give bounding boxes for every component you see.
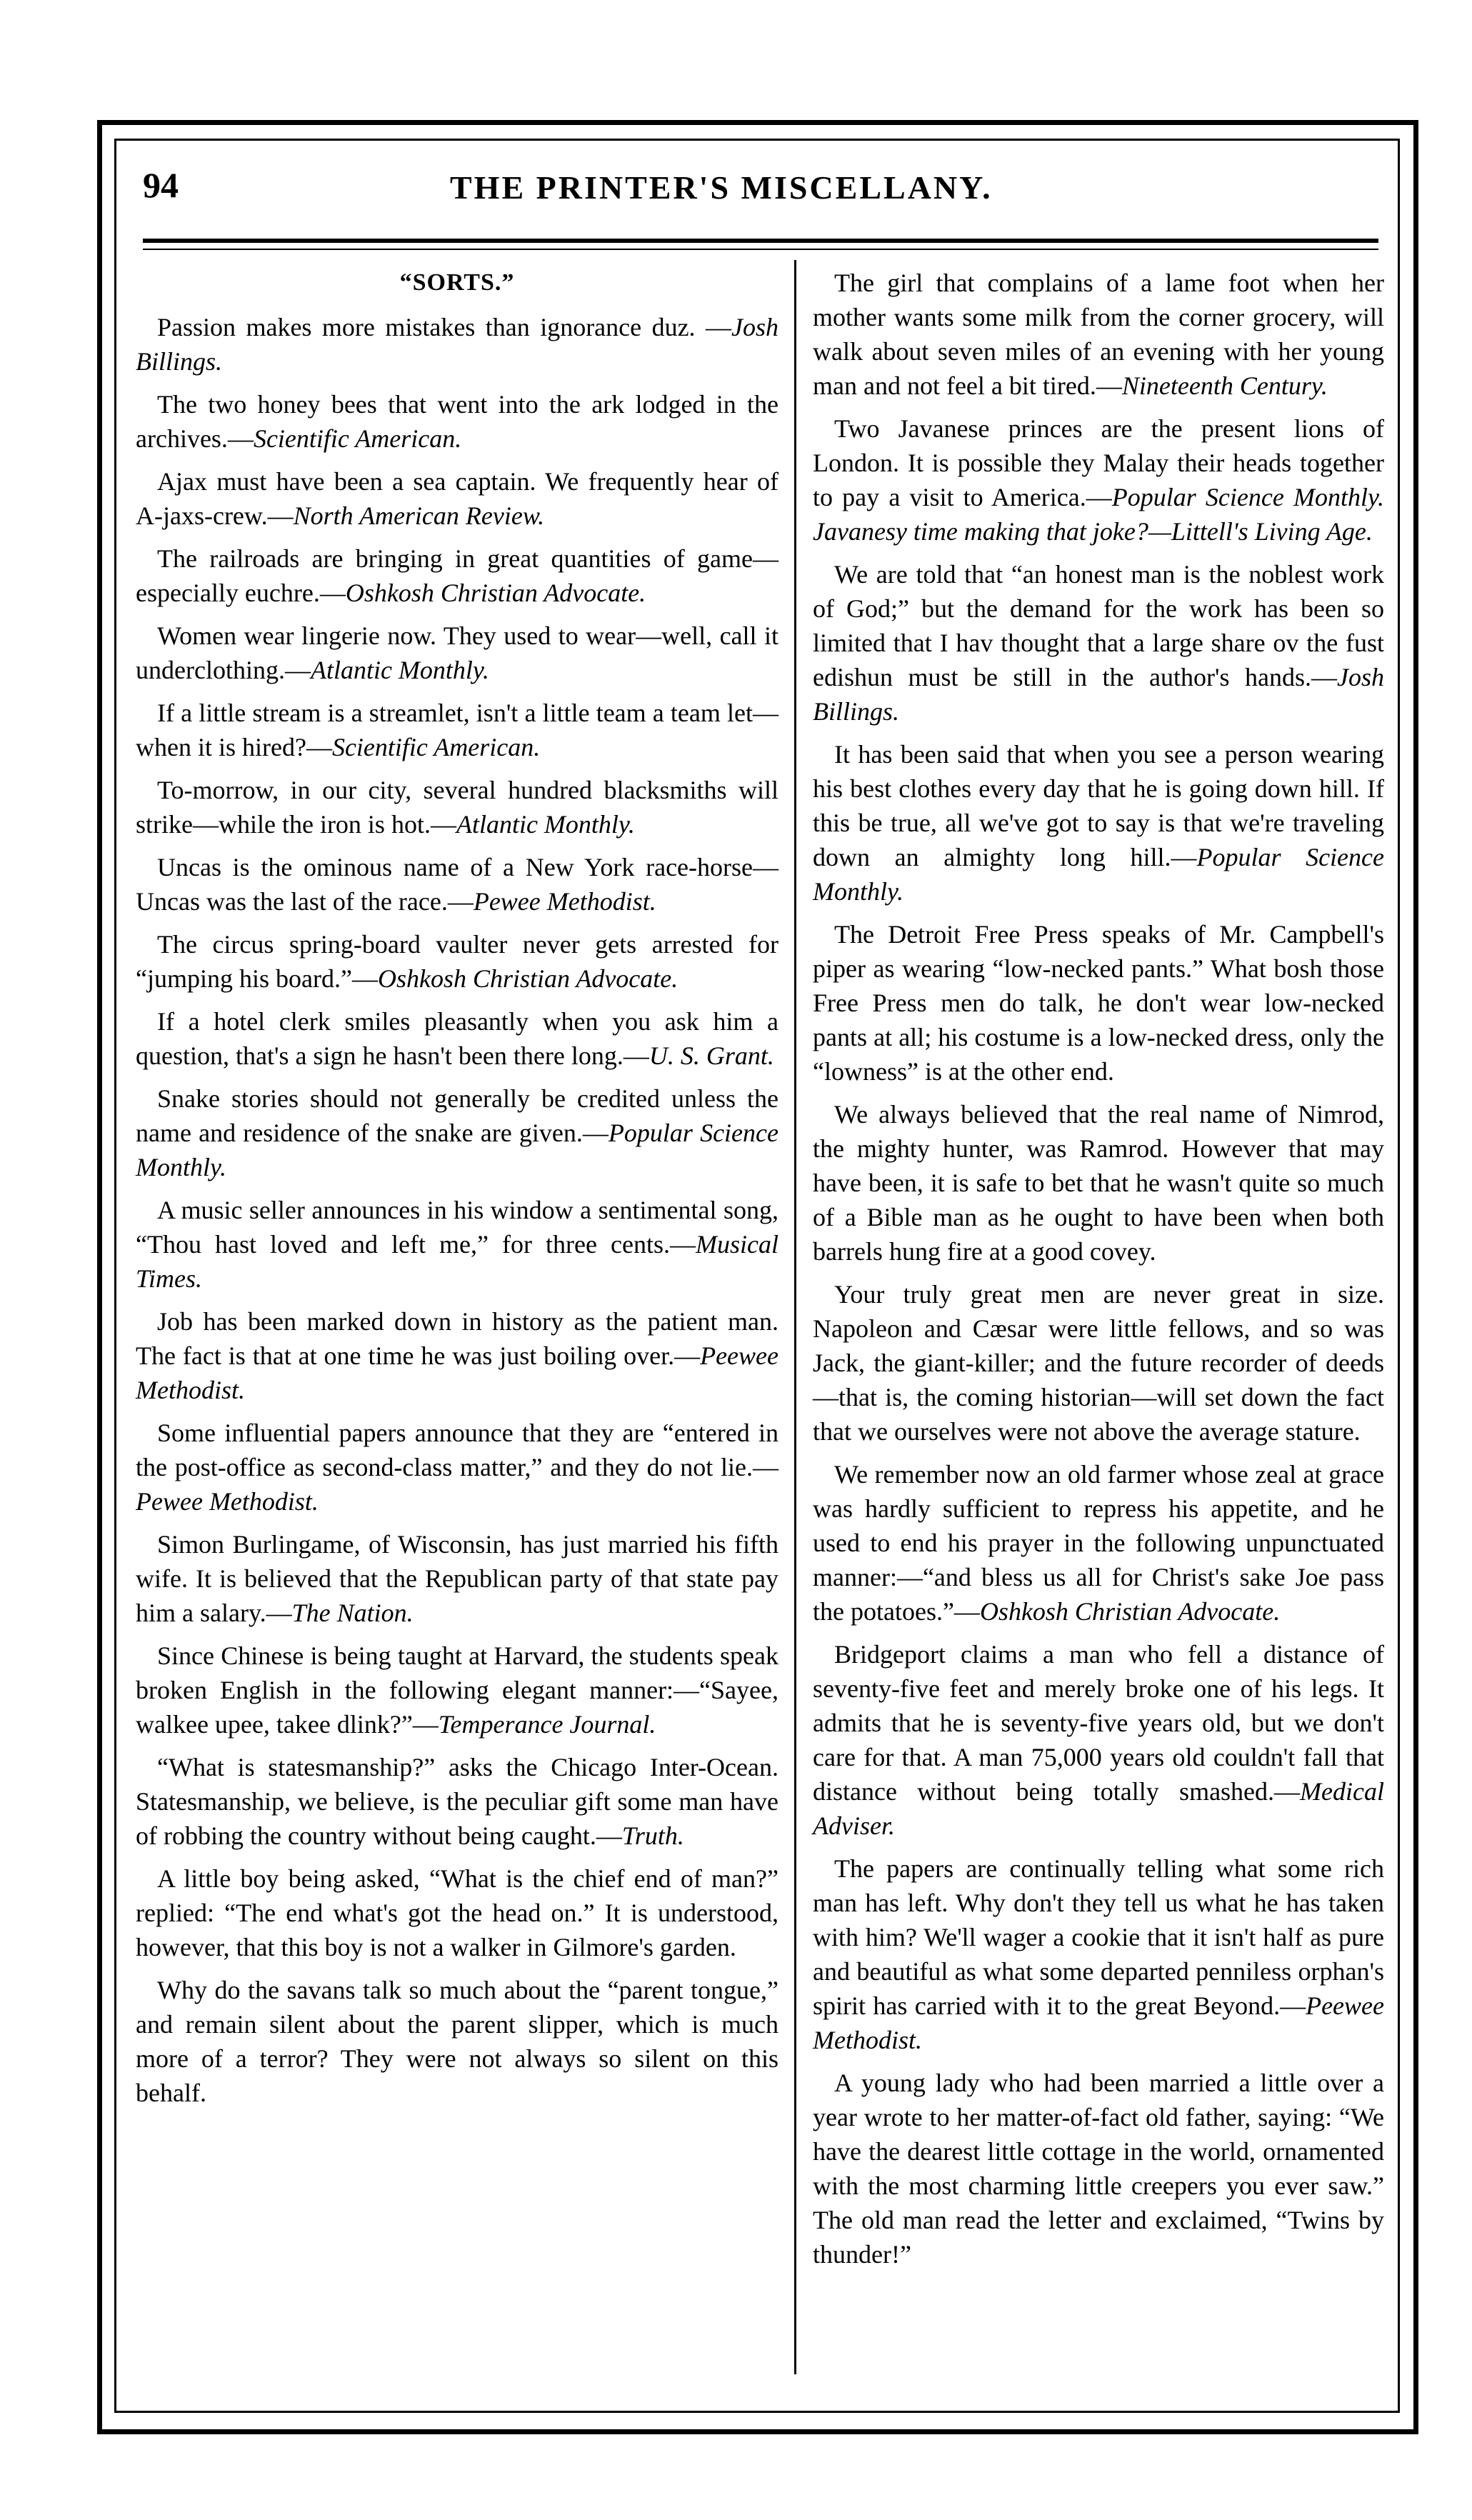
paragraph-text: The railroads are bringing in great quantities of game—especially euchre.—: [136, 544, 778, 607]
paragraph-item: [813, 1637, 1384, 1843]
paragraph-text: Women wear lingerie now. They used to wear—well, call it underclothing.—: [136, 621, 778, 684]
paragraph-item: [136, 1081, 778, 1184]
paragraph-item: [136, 1750, 778, 1853]
paragraph-text: The papers are continually telling what some rich man has left. Why don't they tell us what he has taken with him? We'll wager a cookie that it isn't half as pure and beautiful as what some departed penniless orphan's spirit has carried with it to the great Beyond.—: [813, 1854, 1384, 2020]
paragraph-text: The circus spring-board vaulter never gets arrested for “jumping his board.”—: [136, 930, 778, 993]
paragraph-text: The Detroit Free Press speaks of Mr. Campbell's piper as wearing “low-necked pants.” What bosh those Free Press men do talk, he don't wear low-necked pants at all; his costume is a low-necked dress, only the “lowness” is at the other end.: [813, 920, 1384, 1086]
paragraph-text: Snake stories should not generally be credited unless the name and residence of the snake are given.—: [136, 1084, 778, 1147]
paragraph-text: Bridgeport claims a man who fell a distance of seventy-five feet and merely broke one of his legs. It admits that he is seventy-five years old, but we don't care for that. A man 75,000 years old couldn't fall that distance without being totally smashed.—: [813, 1640, 1384, 1806]
paragraph-text: A little boy being asked, “What is the chief end of man?” replied: “The end what's got the head on.” It is understood, however, that this boy is not a walker in Gilmore's garden.: [136, 1864, 778, 1961]
paragraph-source: Medical Adviser.: [813, 1777, 1384, 1840]
paragraph-item: [813, 266, 1384, 403]
paragraph-item: [136, 310, 778, 379]
paragraph-item: [813, 1457, 1384, 1629]
running-title: THE PRINTER'S MISCELLANY.: [450, 169, 993, 206]
paragraph-source: Popular Science Monthly.: [813, 843, 1384, 906]
paragraph-item: [813, 557, 1384, 729]
header-rule-thick: [143, 239, 1378, 243]
paragraph-source: Nineteenth Century.: [1121, 371, 1328, 400]
paragraph-item: [136, 1973, 778, 2110]
paragraph-item: [813, 1277, 1384, 1449]
paragraph-text: We remember now an old farmer whose zeal at grace was hardly sufficient to repress his appetite, and he used to end his prayer in the following unpunctuated manner:—“and bless us all for Christ's sake Joe pass the potatoes.”—: [813, 1460, 1384, 1626]
paragraph-text: If a hotel clerk smiles pleasantly when you ask him a question, that's a sign he hasn't been there long.—: [136, 1007, 778, 1070]
page-number: 94: [143, 165, 179, 205]
paragraph-text: A music seller announces in his window a sentimental song, “Thou hast loved and left me,” for three cents.—: [136, 1196, 778, 1259]
paragraph-source: Oshkosh Christian Advocate.: [377, 964, 679, 993]
paragraph-source: Oshkosh Christian Advocate.: [345, 579, 646, 607]
paragraph-item: [136, 464, 778, 533]
paragraph-text: We are told that “an honest man is the noblest work of God;” but the demand for the work has been so limited that I hav thought that a large share ov the fust edishun must be still in the author's hands.—: [813, 560, 1384, 691]
paragraph-item: [136, 619, 778, 687]
paragraph-text: It has been said that when you see a person wearing his best clothes every day that he is going down hill. If this be true, all we've got to say is that we're traveling down an almighty long hill.—: [813, 740, 1384, 871]
paragraph-item: [813, 411, 1384, 549]
paragraph-source: Popular Science Monthly. Javanesy time making that joke?—Littell's Living Age.: [813, 483, 1385, 546]
paragraph-text: Two Javanese princes are the present lions of London. It is possible they Malay their heads together to pay a visit to America.—: [813, 414, 1384, 511]
paragraph-source: The Nation.: [291, 1599, 414, 1627]
paragraph-source: Scientific American.: [331, 733, 541, 761]
paragraph-item: [813, 917, 1384, 1089]
paragraph-text: Uncas is the ominous name of a New York race-horse—Uncas was the last of the race.—: [136, 853, 778, 916]
paragraph-item: [136, 1304, 778, 1407]
paragraph-text: The girl that complains of a lame foot when her mother wants some milk from the corner grocery, will walk about seven miles of an evening with her young man and not feel a bit tired.—: [813, 269, 1384, 400]
paragraph-source: Temperance Journal.: [438, 1710, 656, 1739]
paragraph-text: Some influential papers announce that they are “entered in the post-office as second-class matter,” and they do not lie.—: [136, 1419, 778, 1481]
paragraph-item: [813, 1851, 1384, 2057]
paragraph-item: [136, 850, 778, 919]
paragraph-source: Pewee Methodist.: [473, 887, 656, 916]
paragraph-item: [136, 541, 778, 610]
paragraph-source: North American Review.: [293, 501, 545, 530]
paragraph-item: [136, 1004, 778, 1073]
paragraph-text: If a little stream is a streamlet, isn't a little team a team let—when it is hired?—: [136, 699, 778, 761]
paragraph-item: [136, 1639, 778, 1741]
paragraph-text: A young lady who had been married a little over a year wrote to her matter-of-fact old father, saying: “We have the dearest little cottage in the world, ornamented with the most charming little creepers you ever saw.” The old man read the letter and exclaimed, “Twins by thunder!”: [813, 2069, 1384, 2269]
paragraph-source: Atlantic Monthly.: [310, 656, 489, 684]
paragraph-text: Ajax must have been a sea captain. We frequently hear of A-jaxs-crew.—: [136, 467, 778, 530]
paragraph-source: Oshkosh Christian Advocate.: [979, 1597, 1281, 1626]
paragraph-item: [813, 2066, 1384, 2271]
paragraph-text: To-morrow, in our city, several hundred blacksmiths will strike—while the iron is hot.—: [136, 776, 778, 839]
paragraph-source: Pewee Methodist.: [136, 1487, 319, 1516]
paragraph-item: [136, 773, 778, 841]
paragraph-text: Job has been marked down in history as the patient man. The fact is that at one time he was just boiling over.—: [136, 1307, 778, 1370]
paragraph-item: [136, 1193, 778, 1296]
column-divider: [794, 260, 796, 2374]
paragraph-source: Josh Billings.: [813, 663, 1384, 726]
paragraph-text: The two honey bees that went into the ark lodged in the archives.—: [136, 390, 778, 453]
paragraph-item: [813, 1097, 1384, 1269]
paragraph-source: Peewee Methodist.: [813, 1991, 1384, 2054]
paragraph-item: [136, 696, 778, 764]
left-column: [136, 266, 778, 2119]
paragraph-source: Popular Science Monthly.: [136, 1119, 778, 1181]
paragraph-text: “What is statesmanship?” asks the Chicago Inter-Ocean. Statesmanship, we believe, is the peculiar gift some man have of robbing the country without being caught.—: [136, 1753, 778, 1850]
paragraph-text: Why do the savans talk so much about the “parent tongue,” and remain silent about the parent slipper, which is much more of a terror? They were not always so silent on this behalf.: [136, 1976, 778, 2107]
paragraph-item: [813, 737, 1384, 909]
paragraph-source: Atlantic Monthly.: [456, 810, 635, 839]
paragraph-source: U. S. Grant.: [649, 1041, 774, 1070]
section-title: “SORTS.”: [399, 269, 515, 296]
page-header: [143, 164, 1378, 221]
paragraph-source: Josh Billings.: [136, 313, 778, 376]
paragraph-item: [136, 1416, 778, 1519]
paragraph-item: [136, 927, 778, 996]
paragraph-item: [136, 1861, 778, 1964]
paragraph-text: Your truly great men are never great in size. Napoleon and Cæsar were little fellows, and so was Jack, the giant-killer; and the future recorder of deeds—that is, the coming historian—will set down the fact that we ourselves were not above the average stature.: [813, 1280, 1384, 1446]
paragraph-item: [136, 1527, 778, 1630]
header-rule-thin: [143, 249, 1378, 250]
right-column: [813, 266, 1384, 2280]
paragraph-source: Musical Times.: [136, 1230, 778, 1293]
paragraph-source: Scientific American.: [253, 424, 462, 453]
paragraph-source: Truth.: [621, 1821, 684, 1850]
paragraph-text: We always believed that the real name of Nimrod, the mighty hunter, was Ramrod. However that may have been, it is safe to bet that he wasn't quite so much of a Bible man as he ought to have been when both barrels hung fire at a good covey.: [813, 1100, 1384, 1266]
paragraph-item: [136, 387, 778, 456]
paragraph-text: Simon Burlingame, of Wisconsin, has just married his fifth wife. It is believed that the Republican party of that state pay him a salary.—: [136, 1530, 778, 1627]
paragraph-text: Passion makes more mistakes than ignorance duz. —: [157, 313, 731, 341]
paragraph-text: Since Chinese is being taught at Harvard, the students speak broken English in the following elegant manner:—“Sayee, walkee upee, takee dlink?”—: [136, 1641, 778, 1739]
paragraph-source: Peewee Methodist.: [136, 1341, 778, 1404]
